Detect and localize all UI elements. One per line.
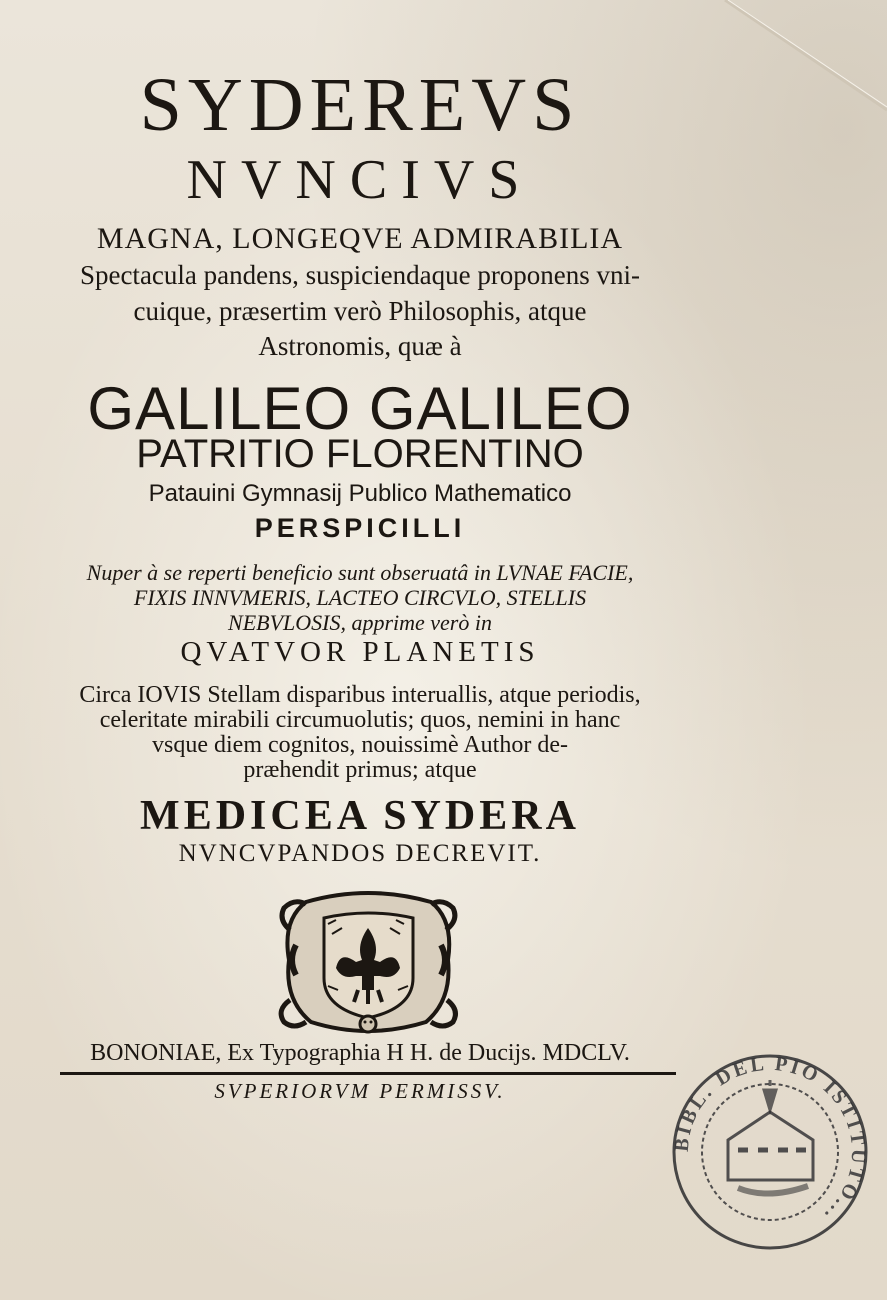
observations-line-2: FIXIS INNVMERIS, LACTEO CIRCVLO, STELLIS — [133, 585, 587, 610]
observations-line-1: Nuper à se reperti beneficio sunt obseruatâ in LVNAE FACIE, — [86, 560, 634, 585]
superiorum-permissu: SVPERIORVM PERMISSV. — [214, 1079, 506, 1103]
svg-text:BIBL. DEL PIO ISTITUTO... — [671, 1053, 870, 1228]
circa-line-3: vsque diem cognitos, nouissimè Author de- — [152, 732, 568, 758]
author-origin: PATRITIO FLORENTINO — [136, 432, 584, 476]
library-seal-stamp-icon — [668, 1050, 873, 1255]
title-nvncivs: NVNCIVS — [186, 149, 534, 211]
subtitle-line-2: cuique, præsertim verò Philosophis, atque — [133, 296, 587, 326]
circa-line-4: præhendit primus; atque — [243, 757, 477, 783]
subtitle-caps: MAGNA, LONGEQVE ADMIRABILIA — [96, 222, 624, 255]
author-position: Patauini Gymnasij Publico Mathematico — [148, 480, 572, 507]
subtitle-line-1: Spectacula pandens, suspiciendaque proponens vni- — [79, 260, 641, 290]
subtitle-line-3: Astronomis, quæ à — [258, 331, 462, 361]
nuncupandos-decrevit: NVNCVPANDOS DECREVIT. — [178, 840, 542, 867]
fleur-de-lis-cartouche-icon — [276, 890, 461, 1035]
stamp-text: BIBL. DEL PIO ISTITUTO... — [670, 1052, 870, 1229]
title-syderevs: SYDEREVS — [139, 63, 581, 147]
author-name: GALILEO GALILEO — [87, 375, 633, 442]
circa-line-2: celeritate mirabili circumuolutis; quos, nemini in hanc — [99, 707, 621, 733]
circa-line-1: Circa IOVIS Stellam disparibus interuallis, atque periodis, — [79, 682, 641, 708]
imprint-rule — [60, 1072, 676, 1075]
perspicilli-heading: PERSPICILLI — [254, 513, 466, 543]
imprint-line: BONONIAE, Ex Typographia H H. de Ducijs. MDCLV. — [90, 1040, 630, 1066]
quatuor-planetis: QVATVOR PLANETIS — [180, 636, 540, 668]
medicea-sydera: MEDICEA SYDERA — [140, 793, 580, 839]
observations-line-3: NEBVLOSIS, apprime verò in — [228, 610, 492, 635]
